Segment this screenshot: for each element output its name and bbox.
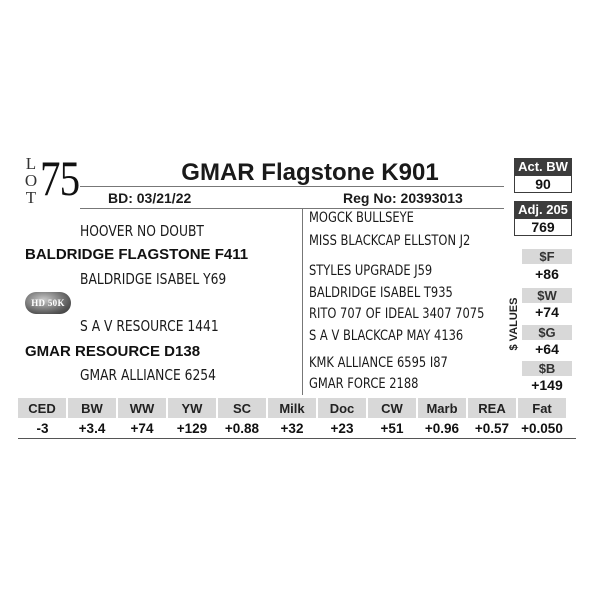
epd-table bbox=[18, 398, 568, 438]
epd-header-ced: CED bbox=[18, 398, 67, 418]
epd-value-fat: +0.050 bbox=[521, 420, 563, 436]
pedigree-ancestor: BALDRIDGE ISABEL T935 bbox=[309, 285, 453, 301]
adj-205-label: Adj. 205 bbox=[514, 201, 572, 218]
pedigree-ancestor: STYLES UPGRADE J59 bbox=[309, 263, 433, 279]
epd-header-milk: Milk bbox=[267, 398, 317, 418]
epd-header-sc: SC bbox=[217, 398, 267, 418]
epd-header-ww: WW bbox=[117, 398, 167, 418]
actual-bw-label: Act. BW bbox=[514, 158, 572, 175]
dollar-f-value: +86 bbox=[535, 266, 559, 282]
dollar-w-value: +74 bbox=[535, 304, 559, 320]
registration-number: Reg No: 20393013 bbox=[343, 190, 463, 206]
pedigree-ancestor: MOGCK BULLSEYE bbox=[309, 210, 414, 226]
pedigree-dam-dam: GMAR ALLIANCE 6254 bbox=[80, 366, 216, 384]
epd-header-doc: Doc bbox=[317, 398, 367, 418]
epd-header-row bbox=[18, 398, 567, 418]
dollar-values-label: $ VALUES bbox=[508, 297, 520, 351]
dollar-b-label: $B bbox=[522, 361, 572, 376]
dollar-g-label: $G bbox=[522, 325, 572, 340]
epd-value-cw: +51 bbox=[380, 420, 404, 436]
actual-bw-value: 90 bbox=[514, 175, 572, 193]
epd-header-marb: Marb bbox=[417, 398, 467, 418]
pedigree-sire-dam: BALDRIDGE ISABEL Y69 bbox=[80, 270, 227, 288]
epd-value-doc: +23 bbox=[330, 420, 354, 436]
epd-value-bw: +3.4 bbox=[78, 420, 106, 436]
table-bottom-rule bbox=[18, 438, 576, 439]
pedigree-sire: BALDRIDGE FLAGSTONE F411 bbox=[25, 246, 249, 263]
epd-value-ww: +74 bbox=[130, 420, 154, 436]
epd-value-ced: -3 bbox=[36, 420, 49, 436]
title-divider bbox=[80, 186, 504, 187]
epd-value-rea: +0.57 bbox=[474, 420, 510, 436]
actual-bw-box bbox=[514, 158, 572, 193]
epd-value-yw: +129 bbox=[176, 420, 208, 436]
dollar-w-label: $W bbox=[522, 288, 572, 303]
epd-header-yw: YW bbox=[167, 398, 217, 418]
lot-letter: O bbox=[24, 171, 38, 190]
pedigree-ancestor: KMK ALLIANCE 6595 I87 bbox=[309, 355, 448, 371]
pedigree-dam-sire: S A V RESOURCE 1441 bbox=[80, 317, 219, 335]
epd-value-marb: +0.96 bbox=[424, 420, 460, 436]
lot-label bbox=[24, 155, 38, 206]
birth-date: BD: 03/21/22 bbox=[108, 190, 192, 206]
dollar-f-label: $F bbox=[522, 249, 572, 264]
epd-value-sc: +0.88 bbox=[224, 420, 260, 436]
pedigree-ancestor: RITO 707 OF IDEAL 3407 7075 bbox=[309, 306, 485, 322]
epd-value-milk: +32 bbox=[280, 420, 304, 436]
epd-header-cw: CW bbox=[367, 398, 417, 418]
adj-205-value: 769 bbox=[514, 218, 572, 236]
epd-header-rea: REA bbox=[467, 398, 517, 418]
lot-number: 75 bbox=[40, 150, 80, 206]
lot-letter: L bbox=[25, 154, 37, 173]
dollar-b-value: +149 bbox=[531, 377, 563, 393]
subtitle-divider bbox=[80, 208, 504, 209]
pedigree-dam: GMAR RESOURCE D138 bbox=[25, 343, 201, 360]
animal-name: GMAR Flagstone K901 bbox=[181, 159, 439, 186]
pedigree-ancestor: S A V BLACKCAP MAY 4136 bbox=[309, 328, 464, 344]
pedigree-ancestor: GMAR FORCE 2188 bbox=[309, 376, 419, 392]
pedigree-sire-sire: HOOVER NO DOUBT bbox=[80, 222, 204, 240]
epd-header-fat: Fat bbox=[517, 398, 567, 418]
hd50k-badge: HD 50K bbox=[25, 292, 71, 314]
epd-value-row bbox=[18, 418, 567, 438]
dollar-g-value: +64 bbox=[535, 341, 559, 357]
adj-205-box bbox=[514, 201, 572, 236]
epd-header-bw: BW bbox=[67, 398, 117, 418]
pedigree-ancestor: MISS BLACKCAP ELLSTON J2 bbox=[309, 233, 471, 249]
lot-letter: T bbox=[25, 188, 37, 207]
pedigree-divider bbox=[302, 208, 303, 395]
